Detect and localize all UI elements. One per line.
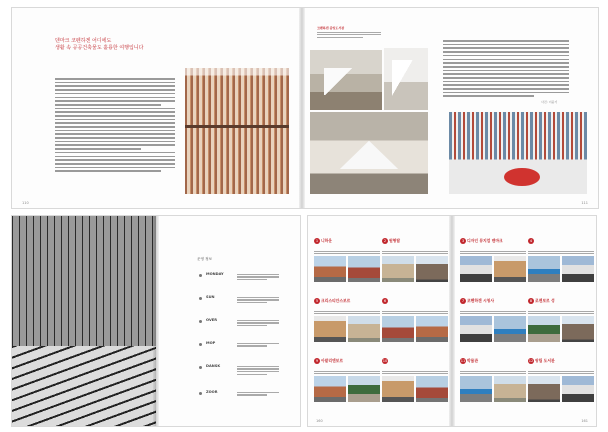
listing-entry: 1 니하운	[314, 230, 380, 282]
hours-row: SUN	[199, 295, 279, 317]
hours-row: OVER	[199, 318, 279, 340]
spread-bottom-right	[308, 216, 596, 426]
spread-top	[12, 8, 598, 208]
listing-entry: 12 왕립 도서관	[528, 350, 594, 402]
body-text-right	[443, 38, 569, 99]
page-right-top	[305, 8, 598, 208]
library-photo-2	[384, 48, 428, 110]
bw-atrium-photo	[12, 216, 156, 426]
listing-entry: 4	[528, 230, 594, 282]
page-number: 161	[581, 419, 588, 423]
spread-bottom-left	[12, 216, 300, 426]
hours-list	[199, 272, 279, 412]
page-hours	[159, 216, 300, 426]
library-photo-3	[310, 112, 428, 194]
listing-entry: 3 디자인 뮤지엄 덴마크	[460, 230, 526, 282]
library-photo-1	[310, 50, 382, 110]
hours-title: 운영 정보	[197, 257, 213, 261]
listing-entry: 11 박물관	[460, 350, 526, 402]
caption-title: 코펜하겐 중앙도서관	[317, 26, 345, 30]
listing-entry: 5 크리스티안스보르	[314, 290, 380, 342]
atrium-photo	[185, 68, 289, 194]
library-photo-4	[449, 112, 587, 194]
heading-line-1: 덴마크 코펜하겐 어디에도	[55, 38, 112, 44]
page-photo-bw	[12, 216, 156, 426]
listing-entry: 8 로젠보르 성	[528, 290, 594, 342]
page-left-top	[12, 8, 302, 208]
body-text	[55, 76, 175, 174]
page-number: 110	[22, 201, 29, 205]
heading-line-2: 생활 속 공공건축물도 훌륭한 여행입니다	[55, 45, 144, 51]
photo-caption	[317, 26, 381, 39]
hours-row: DANSK	[199, 364, 279, 386]
hours-row: ZOOR	[199, 390, 279, 412]
listing-entry: 10	[382, 350, 448, 402]
page-number: 160	[316, 419, 323, 423]
hours-row: MOP	[199, 341, 279, 363]
listing-entry: 2 원형탑	[382, 230, 448, 282]
chapter-heading	[55, 38, 185, 52]
photo-credit: 사진: 이윤기	[541, 100, 558, 104]
listing-entry: 9 아말리엔보르	[314, 350, 380, 402]
listing-entry: 6	[382, 290, 448, 342]
page-number: 111	[581, 201, 588, 205]
hours-row: MONDAY	[199, 272, 279, 294]
listing-entry: 7 코펜하겐 시청사	[460, 290, 526, 342]
